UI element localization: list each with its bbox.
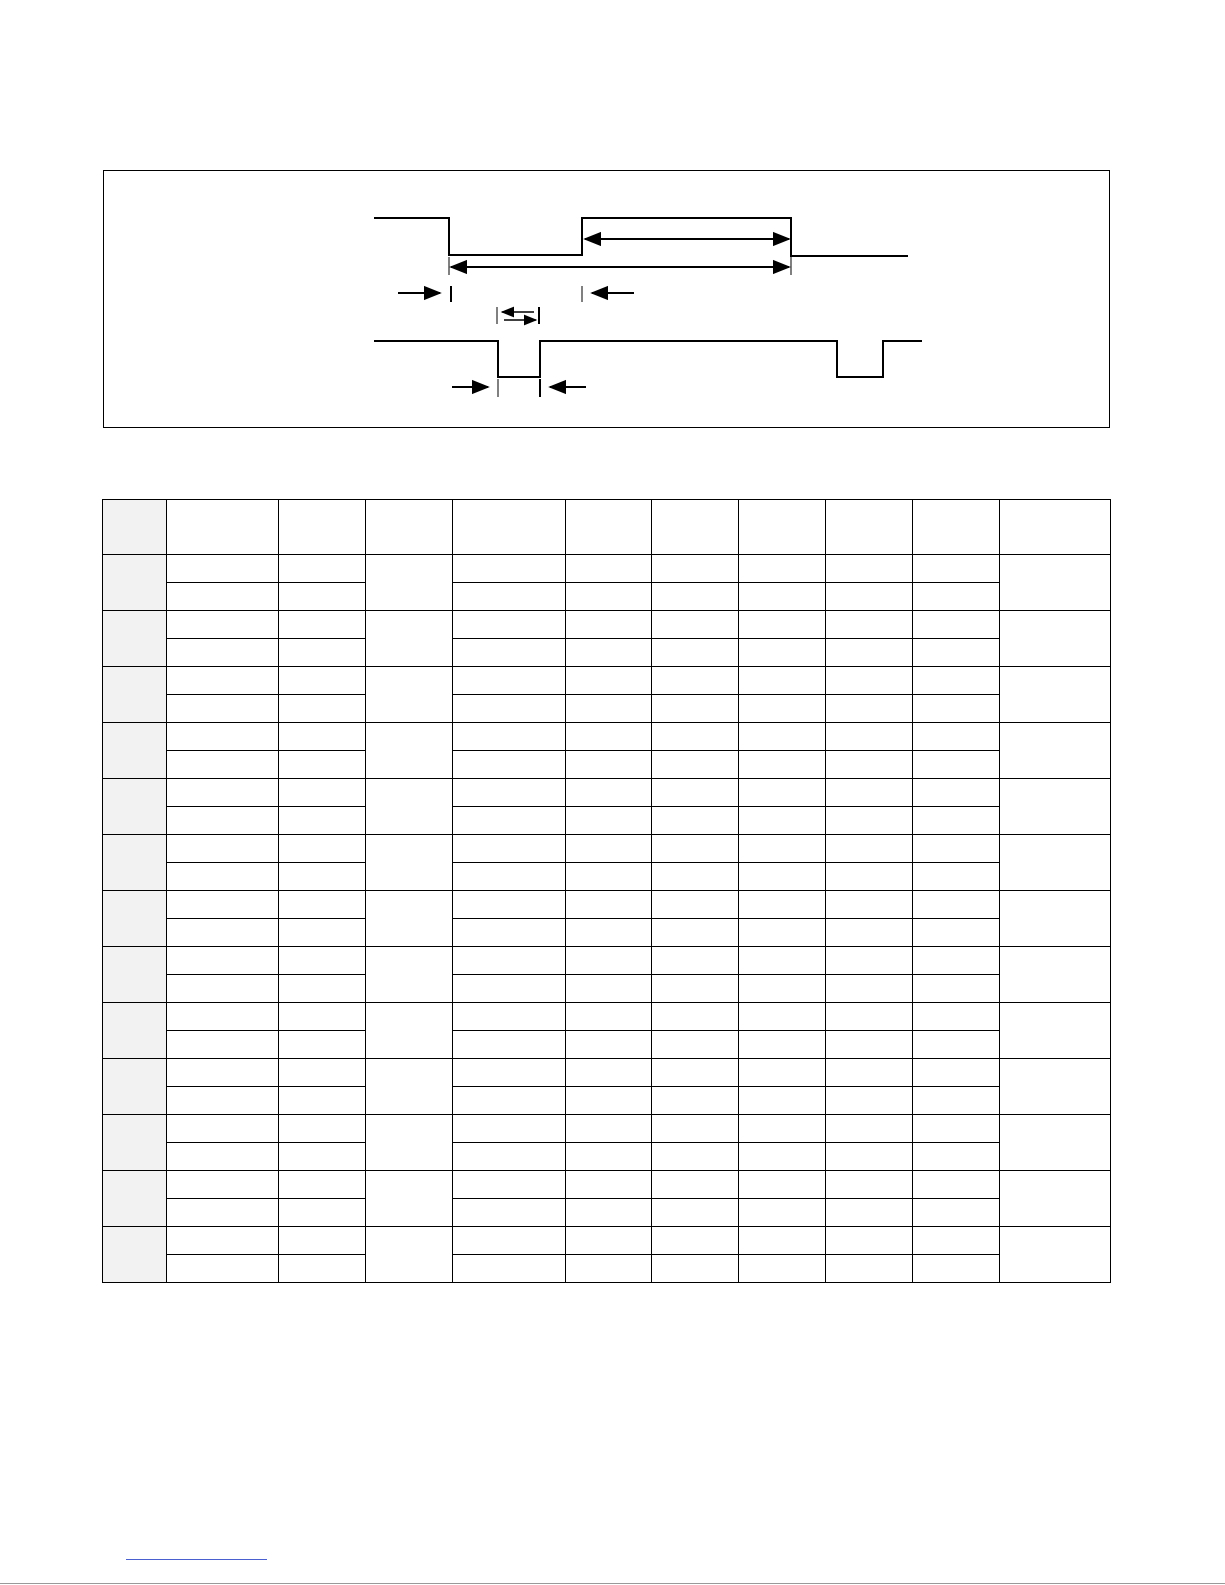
table-cell [167,891,279,919]
row-group-label [103,1059,167,1115]
table-cell [366,779,453,835]
table-cell [913,1255,1000,1283]
table-cell [167,583,279,611]
row-group-label [103,1003,167,1059]
table-cell [739,1143,826,1171]
row-group-label [103,667,167,723]
table-cell [453,751,566,779]
table-cell [453,1199,566,1227]
table-cell [453,975,566,1003]
table-cell [1000,611,1111,667]
table-cell [652,583,739,611]
table-cell [652,779,739,807]
table-cell [167,1003,279,1031]
table-cell [566,1255,652,1283]
table-cell [1000,667,1111,723]
table-cell [739,891,826,919]
table-cell [826,695,913,723]
row-group-label [103,1115,167,1171]
table-cell [453,779,566,807]
table-cell [453,863,566,891]
table-cell [826,1059,913,1087]
table-row [103,583,1111,611]
row-group-label [103,947,167,1003]
table-cell [279,891,366,919]
table-cell [913,1031,1000,1059]
row-group-label [103,779,167,835]
table-cell [453,695,566,723]
table-cell [913,863,1000,891]
table-cell [453,1003,566,1031]
row-group-label [103,835,167,891]
table-cell [566,1059,652,1087]
table-cell [652,1059,739,1087]
table-row [103,751,1111,779]
table-cell [739,667,826,695]
row-group-label [103,891,167,947]
table-cell [652,555,739,583]
table-cell [739,695,826,723]
table-cell [366,1171,453,1227]
table-row [103,891,1111,919]
table-cell [739,723,826,751]
table-cell [739,1031,826,1059]
table-cell [913,611,1000,639]
footer-link-underline [126,1559,267,1560]
table-cell [652,975,739,1003]
table-cell [1000,947,1111,1003]
table-cell [566,695,652,723]
table-row [103,947,1111,975]
table-cell [366,611,453,667]
table-cell [1000,835,1111,891]
table-cell [566,807,652,835]
table-cell [453,1115,566,1143]
table-cell [279,1227,366,1255]
table-cell [826,583,913,611]
table-cell [167,975,279,1003]
table-cell [826,779,913,807]
table-cell [1000,1115,1111,1171]
table-cell [453,947,566,975]
table-cell [453,611,566,639]
table-cell [739,639,826,667]
table-cell [652,1087,739,1115]
table-cell [913,1003,1000,1031]
table-cell [167,695,279,723]
table-row [103,695,1111,723]
timing-diagram-drawing [104,171,1111,429]
table-cell [1000,1227,1111,1283]
table-cell [167,807,279,835]
column-header [913,500,1000,555]
table-cell [453,835,566,863]
table-cell [366,1227,453,1283]
table-cell [279,1255,366,1283]
table-cell [652,667,739,695]
table-cell [739,1059,826,1087]
table-cell [652,807,739,835]
table-cell [167,611,279,639]
table-cell [279,1003,366,1031]
table-cell [913,1059,1000,1087]
table-cell [739,807,826,835]
table-cell [167,1227,279,1255]
table-cell [913,947,1000,975]
table-cell [566,555,652,583]
table-cell [826,1143,913,1171]
table-cell [913,1087,1000,1115]
table-cell [913,667,1000,695]
table-cell [366,1115,453,1171]
row-group-label [103,1227,167,1283]
table-cell [913,751,1000,779]
table-row [103,1031,1111,1059]
table-cell [279,1143,366,1171]
table-cell [913,555,1000,583]
page-bottom-rule [0,1583,1225,1584]
table-cell [167,639,279,667]
column-header [103,500,167,555]
table-cell [566,947,652,975]
table-cell [913,1115,1000,1143]
table-cell [167,835,279,863]
table-cell [826,1003,913,1031]
table-cell [566,1143,652,1171]
table-cell [279,863,366,891]
table-cell [279,779,366,807]
table-cell [566,611,652,639]
table-cell [167,947,279,975]
table-cell [652,695,739,723]
column-header [167,500,279,555]
table-cell [366,555,453,611]
table-cell [652,639,739,667]
table-cell [279,975,366,1003]
timing-diagram [103,170,1110,428]
table-cell [652,1199,739,1227]
table-cell [453,1059,566,1087]
table-cell [279,807,366,835]
table-row [103,723,1111,751]
table-cell [566,751,652,779]
table-row [103,611,1111,639]
table-cell [279,1087,366,1115]
table-row [103,835,1111,863]
row-group-label [103,611,167,667]
table-cell [566,583,652,611]
column-header [652,500,739,555]
table-cell [652,723,739,751]
column-header [279,500,366,555]
table-cell [566,1115,652,1143]
table-cell [453,1031,566,1059]
table-cell [913,975,1000,1003]
table-cell [913,1171,1000,1199]
table-cell [652,1143,739,1171]
table-cell [279,639,366,667]
table-cell [913,583,1000,611]
table-cell [739,1003,826,1031]
table-cell [453,919,566,947]
table-cell [913,695,1000,723]
table-row [103,975,1111,1003]
table-cell [913,1199,1000,1227]
table-cell [826,1031,913,1059]
table-cell [453,1143,566,1171]
table-cell [652,1171,739,1199]
table-cell [453,807,566,835]
table-header-row [103,500,1111,555]
table-cell [566,723,652,751]
table-cell [566,863,652,891]
table-cell [913,779,1000,807]
table-cell [826,1227,913,1255]
table-cell [826,555,913,583]
table-row [103,1171,1111,1199]
table-cell [279,1115,366,1143]
table-cell [566,1031,652,1059]
table-cell [167,1255,279,1283]
waveform-top [374,218,908,256]
table-cell [167,779,279,807]
table-row [103,807,1111,835]
table-cell [826,919,913,947]
table-cell [566,1003,652,1031]
table-cell [826,667,913,695]
table-cell [739,583,826,611]
table-cell [366,835,453,891]
table-row [103,919,1111,947]
table-cell [167,863,279,891]
column-header [739,500,826,555]
table-cell [167,751,279,779]
row-group-label [103,555,167,611]
table-row [103,667,1111,695]
table-row [103,1199,1111,1227]
table-cell [279,583,366,611]
waveform-bottom [374,341,922,377]
table-cell [453,555,566,583]
table-cell [167,1171,279,1199]
table-row [103,863,1111,891]
table-cell [739,1087,826,1115]
table-cell [167,1087,279,1115]
table-cell [739,863,826,891]
table-cell [279,919,366,947]
table-cell [739,947,826,975]
table-cell [913,723,1000,751]
timing-table [102,499,1111,1283]
table-row [103,779,1111,807]
table-cell [652,947,739,975]
table-cell [652,611,739,639]
table-cell [826,1171,913,1199]
table-cell [739,555,826,583]
table-cell [366,947,453,1003]
table-cell [652,919,739,947]
table-cell [566,1087,652,1115]
table-cell [279,555,366,583]
table-cell [826,723,913,751]
table-cell [279,1199,366,1227]
table-cell [167,1115,279,1143]
table-cell [167,1143,279,1171]
table-cell [279,667,366,695]
table-cell [366,1003,453,1059]
table-row [103,1115,1111,1143]
table-cell [826,1199,913,1227]
table-cell [279,695,366,723]
table-cell [913,807,1000,835]
table-cell [739,1171,826,1199]
table-cell [826,1115,913,1143]
table-cell [279,751,366,779]
table-cell [913,639,1000,667]
column-header [1000,500,1111,555]
table-cell [826,863,913,891]
table-cell [826,835,913,863]
table-row [103,1059,1111,1087]
column-header [566,500,652,555]
table-cell [453,583,566,611]
table-cell [366,723,453,779]
column-header [453,500,566,555]
table-cell [739,1227,826,1255]
table-body [103,555,1111,1283]
table-cell [652,863,739,891]
table-cell [566,835,652,863]
table-cell [739,835,826,863]
table-cell [1000,1003,1111,1059]
table-cell [279,611,366,639]
table-cell [453,639,566,667]
column-header [366,500,453,555]
table-cell [167,1031,279,1059]
row-group-label [103,723,167,779]
table-cell [739,1255,826,1283]
table-cell [453,1227,566,1255]
table-cell [566,639,652,667]
table-cell [279,1171,366,1199]
table-cell [826,807,913,835]
table-cell [453,1255,566,1283]
table-cell [167,667,279,695]
table-cell [453,1171,566,1199]
table-cell [913,835,1000,863]
table-cell [453,891,566,919]
table-cell [739,779,826,807]
table-cell [913,1143,1000,1171]
table-cell [366,1059,453,1115]
table-cell [366,891,453,947]
table-cell [652,1115,739,1143]
table-row [103,639,1111,667]
table-cell [1000,779,1111,835]
table-cell [826,611,913,639]
table-cell [652,751,739,779]
table-row [103,1003,1111,1031]
table-cell [566,667,652,695]
table-cell [739,751,826,779]
table-row [103,1143,1111,1171]
table-cell [566,1199,652,1227]
table-cell [566,1227,652,1255]
table-cell [167,919,279,947]
table-cell [167,723,279,751]
table-cell [652,1031,739,1059]
table-cell [826,751,913,779]
table-cell [739,1199,826,1227]
table-row [103,1227,1111,1255]
table-row [103,1255,1111,1283]
table-cell [167,1199,279,1227]
table-cell [739,919,826,947]
table-cell [453,667,566,695]
table-cell [279,1031,366,1059]
table-cell [279,1059,366,1087]
table-cell [167,555,279,583]
table-cell [566,891,652,919]
table-cell [652,1255,739,1283]
table-cell [279,835,366,863]
table-cell [739,611,826,639]
table-cell [826,1255,913,1283]
column-header [826,500,913,555]
table-cell [652,891,739,919]
table-row [103,555,1111,583]
table-cell [913,919,1000,947]
table-cell [1000,723,1111,779]
table-cell [739,975,826,1003]
table-cell [1000,1059,1111,1115]
table-cell [453,1087,566,1115]
table-cell [739,1115,826,1143]
table-cell [826,975,913,1003]
row-group-label [103,1171,167,1227]
table-cell [1000,555,1111,611]
table-cell [826,639,913,667]
table-cell [913,891,1000,919]
table-cell [652,835,739,863]
table-cell [1000,1171,1111,1227]
table-cell [826,947,913,975]
table-cell [566,1171,652,1199]
table-cell [652,1227,739,1255]
table-cell [279,723,366,751]
table-cell [366,667,453,723]
table-cell [279,947,366,975]
table-cell [167,1059,279,1087]
table-cell [826,1087,913,1115]
table-cell [453,723,566,751]
table-cell [652,1003,739,1031]
table-row [103,1087,1111,1115]
table-cell [566,919,652,947]
table-cell [826,891,913,919]
table-cell [566,779,652,807]
table-cell [913,1227,1000,1255]
table-cell [566,975,652,1003]
table-cell [1000,891,1111,947]
